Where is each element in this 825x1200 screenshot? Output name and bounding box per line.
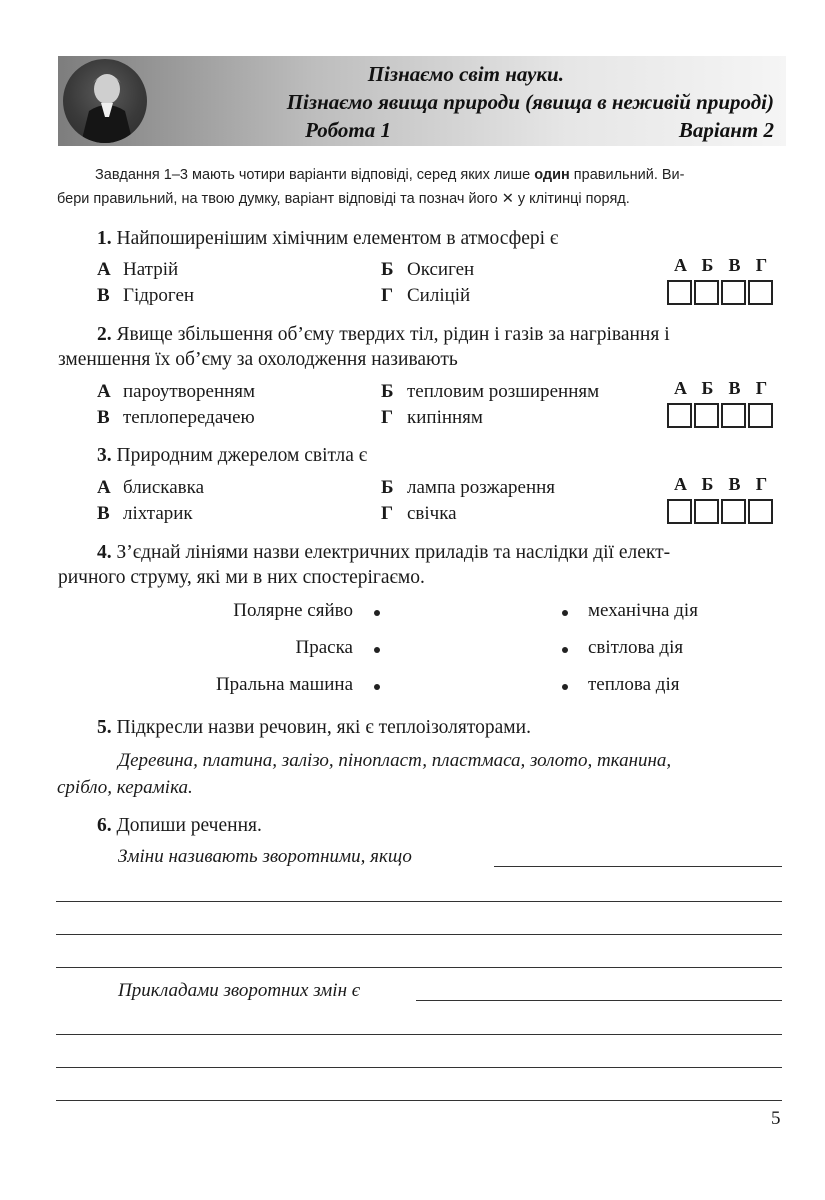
q1-option-d: Г Силіцій	[381, 285, 471, 306]
question-6: 6. Допиши речення.	[97, 815, 262, 836]
question-1: 1. Найпоширенішим хімічним елементом в атмосфері є	[97, 228, 559, 249]
q2-option-a: А пароутворенням	[97, 381, 256, 402]
instructions-line-2: бери правильний, на твою думку, варіант відповіді та познач його ✕ у клітинці поряд.	[57, 191, 630, 207]
materials-list-line-1[interactable]: Деревина, платина, залізо, пінопласт, пластмаса, золото, тканина,	[118, 750, 672, 771]
match-right-item: механічна дія	[588, 600, 698, 621]
header-work: Робота 1	[305, 118, 391, 142]
q3-answer-letters: А Б В Г	[674, 474, 768, 494]
answer-line[interactable]	[494, 866, 782, 867]
header-subtitle: Пізнаємо явища природи (явища в неживій природі)	[286, 90, 774, 114]
q3-checkbox-d[interactable]	[748, 499, 773, 524]
question-3: 3. Природним джерелом світла є	[97, 445, 368, 466]
question-2: 2. Явище збільшення об’єму твердих тіл, рідин і газів за нагрівання і	[97, 324, 670, 345]
answer-line[interactable]	[56, 901, 782, 902]
q2-option-d: Г кипінням	[381, 407, 483, 428]
q3-checkbox-b[interactable]	[694, 499, 719, 524]
header-title: Пізнаємо світ науки.	[367, 62, 564, 86]
q2-option-c: В теплопередачею	[97, 407, 255, 428]
match-right-item: теплова дія	[588, 674, 680, 695]
portrait-icon	[63, 59, 147, 143]
answer-line[interactable]	[56, 1034, 782, 1035]
q2-checkbox-d[interactable]	[748, 403, 773, 428]
q1-answer-letters: А Б В Г	[674, 255, 768, 275]
q1-answer-boxes	[667, 280, 775, 305]
q2-checkbox-a[interactable]	[667, 403, 692, 428]
q2-checkbox-b[interactable]	[694, 403, 719, 428]
materials-list-line-2[interactable]: срібло, кераміка.	[57, 777, 193, 798]
question-5: 5. Підкресли назви речовин, які є теплоізоляторами.	[97, 717, 531, 738]
answer-line[interactable]	[56, 1100, 782, 1101]
q1-option-c: В Гідроген	[97, 285, 195, 306]
question-4: 4. З’єднай лініями назви електричних приладів та наслідки дії елект-	[97, 542, 671, 563]
q3-option-b: Б лампа розжарення	[381, 477, 556, 498]
question-2-line-2: зменшення їх об’єму за охолодження називають	[58, 349, 458, 370]
q1-option-b: Б Оксиген	[381, 259, 475, 280]
answer-line[interactable]	[56, 1067, 782, 1068]
question-4-line-2: ричного струму, які ми в них спостерігаємо.	[58, 567, 425, 588]
match-left-dot[interactable]	[374, 647, 380, 653]
q1-checkbox-d[interactable]	[748, 280, 773, 305]
match-right-dot[interactable]	[562, 610, 568, 616]
q3-option-d: Г свічка	[381, 503, 457, 524]
sentence-prompt-1: Зміни називають зворотними, якщо	[118, 846, 412, 867]
match-right-dot[interactable]	[562, 684, 568, 690]
q3-option-a: А блискавка	[97, 477, 205, 498]
match-left-dot[interactable]	[374, 610, 380, 616]
page-number: 5	[771, 1108, 781, 1129]
match-right-item: світлова дія	[588, 637, 684, 658]
q1-checkbox-b[interactable]	[694, 280, 719, 305]
header-banner	[58, 56, 786, 146]
q1-checkbox-c[interactable]	[721, 280, 746, 305]
q3-checkbox-c[interactable]	[721, 499, 746, 524]
match-left-item: Праска	[295, 637, 353, 658]
q1-checkbox-a[interactable]	[667, 280, 692, 305]
instructions-line-1: Завдання 1–3 мають чотири варіанти відповіді, серед яких лише один правильний. Ви-	[95, 167, 685, 183]
match-left-item: Пральна машина	[215, 674, 353, 695]
answer-line[interactable]	[56, 967, 782, 968]
answer-line[interactable]	[56, 934, 782, 935]
sentence-prompt-2: Прикладами зворотних змін є	[118, 980, 361, 1001]
q2-option-b: Б тепловим розширенням	[381, 381, 600, 402]
q3-answer-boxes	[667, 499, 775, 524]
match-left-dot[interactable]	[374, 684, 380, 690]
match-right-dot[interactable]	[562, 647, 568, 653]
q2-answer-letters: А Б В Г	[674, 378, 768, 398]
q3-option-c: В ліхтарик	[97, 503, 193, 524]
q3-checkbox-a[interactable]	[667, 499, 692, 524]
header-variant: Варіант 2	[678, 118, 774, 142]
answer-line[interactable]	[416, 1000, 782, 1001]
q2-checkbox-c[interactable]	[721, 403, 746, 428]
portrait-medallion	[63, 59, 147, 143]
match-left-item: Полярне сяйво	[233, 600, 353, 621]
q2-answer-boxes	[667, 403, 775, 428]
q1-option-a: А Натрій	[97, 259, 179, 280]
